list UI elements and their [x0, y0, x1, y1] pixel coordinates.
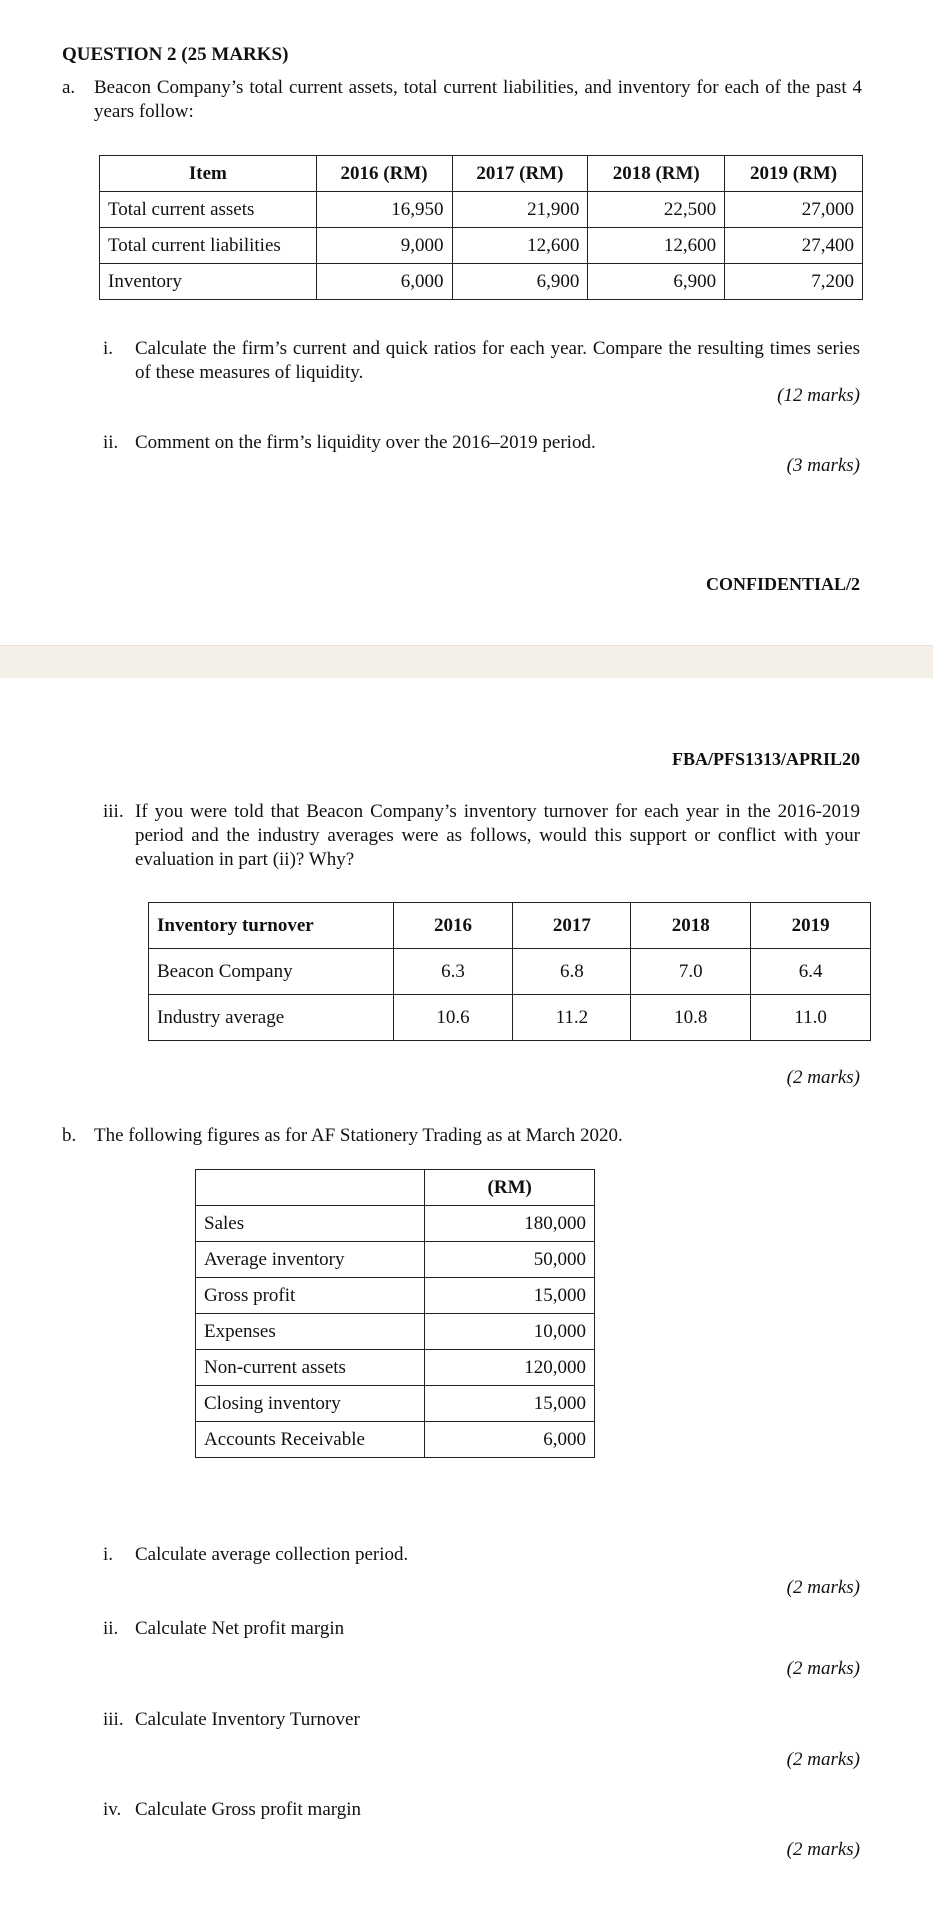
table-header: 2018: [631, 903, 751, 949]
table-cell: 7,200: [725, 264, 863, 300]
question-text: Comment on the firm’s liquidity over the 2016–2019 period.: [135, 432, 596, 453]
table-cell: Expenses: [196, 1314, 425, 1350]
table-cell: Sales: [196, 1206, 425, 1242]
page-header: FBA/PFS1313/APRIL20: [671, 749, 860, 769]
table-header: 2016 (RM): [316, 156, 452, 192]
part-a-label: a.: [62, 77, 76, 98]
table-cell: 50,000: [425, 1242, 595, 1278]
page-break: [0, 645, 933, 678]
table-cell: 10.8: [631, 995, 751, 1041]
question-label: ii.: [103, 1618, 119, 1639]
marks-b-i: (2 marks): [786, 1577, 860, 1598]
table-row: [149, 949, 871, 995]
table-cell: 27,000: [725, 192, 863, 228]
table-header: 2019 (RM): [725, 156, 863, 192]
question-b-ii: [103, 1617, 860, 1641]
marks-b-iii: (2 marks): [786, 1749, 860, 1770]
question-b-iv: [103, 1798, 860, 1822]
table-cell: Industry average: [149, 995, 394, 1041]
question-label: i.: [103, 1544, 114, 1565]
marks-b-iv: (2 marks): [786, 1839, 860, 1860]
table-row: [100, 228, 863, 264]
table-header-row: [149, 903, 871, 949]
question-text: Calculate average collection period.: [135, 1544, 409, 1565]
table-header: Item: [100, 156, 317, 192]
question-text: Calculate Net profit margin: [135, 1618, 345, 1639]
question-b-iii: [103, 1708, 860, 1732]
table-row: [196, 1278, 595, 1314]
question-label: iv.: [103, 1799, 122, 1820]
question-a-iii: [103, 800, 860, 872]
table-cell: 9,000: [316, 228, 452, 264]
part-a-intro: [62, 76, 862, 124]
part-b-intro: [62, 1124, 862, 1148]
table-cell: Total current liabilities: [100, 228, 317, 264]
question-a-i: [103, 337, 860, 385]
marks-a-ii: (3 marks): [786, 455, 860, 476]
table-cell: 6,000: [316, 264, 452, 300]
table-cell: 15,000: [425, 1278, 595, 1314]
table-row: [100, 192, 863, 228]
page-footer: CONFIDENTIAL/2: [705, 574, 860, 594]
part-b-label: b.: [62, 1125, 77, 1146]
table-row: [196, 1386, 595, 1422]
table-row: [196, 1206, 595, 1242]
table-cell: 21,900: [452, 192, 588, 228]
table-row: [196, 1350, 595, 1386]
table-cell: 16,950: [316, 192, 452, 228]
question-label: i.: [103, 338, 114, 359]
table-cell: 10.6: [393, 995, 513, 1041]
table-cell: 10,000: [425, 1314, 595, 1350]
table-cell: 7.0: [631, 949, 751, 995]
table-row: [100, 264, 863, 300]
question-label: iii.: [103, 801, 124, 822]
marks-a-iii: (2 marks): [786, 1067, 860, 1088]
table-cell: Average inventory: [196, 1242, 425, 1278]
table-header: Inventory turnover: [149, 903, 394, 949]
table-cell: 6.3: [393, 949, 513, 995]
table-header: 2017 (RM): [452, 156, 588, 192]
part-b-text: The following figures as for AF Stationery Trading as at March 2020.: [94, 1125, 623, 1146]
table-cell: 11.0: [751, 995, 871, 1041]
table-cell: 6.8: [513, 949, 631, 995]
table-cell: 12,600: [452, 228, 588, 264]
table-header: 2017: [513, 903, 631, 949]
table-cell: Inventory: [100, 264, 317, 300]
table-cell: 6,900: [588, 264, 725, 300]
question-label: ii.: [103, 432, 119, 453]
table-cell: 6.4: [751, 949, 871, 995]
table-cell: 180,000: [425, 1206, 595, 1242]
table-cell: Gross profit: [196, 1278, 425, 1314]
question-a-ii: [103, 431, 860, 455]
table-header: (RM): [425, 1170, 595, 1206]
table-row: [196, 1422, 595, 1458]
table-cell: 6,000: [425, 1422, 595, 1458]
table-header: 2018 (RM): [588, 156, 725, 192]
table-cell: Accounts Receivable: [196, 1422, 425, 1458]
question-text: Calculate Gross profit margin: [135, 1799, 362, 1820]
table-cell: 15,000: [425, 1386, 595, 1422]
table-cell: 6,900: [452, 264, 588, 300]
question-label: iii.: [103, 1709, 124, 1730]
question-text: If you were told that Beacon Company’s inventory turnover for each year in the 2016-2019 period and the industry averages were as follows, would this support or conflict with your evaluation in part (ii)? Why?: [135, 801, 860, 870]
question-b-i: [103, 1543, 860, 1567]
question-text: Calculate Inventory Turnover: [135, 1709, 360, 1730]
part-a-text: Beacon Company’s total current assets, total current liabilities, and inventory for each of the past 4 years follow:: [94, 77, 862, 122]
table-cell: 22,500: [588, 192, 725, 228]
question-text: Calculate the firm’s current and quick ratios for each year. Compare the resulting times series of these measures of liquidity.: [135, 338, 860, 383]
marks-b-ii: (2 marks): [786, 1658, 860, 1679]
table-cell: 12,600: [588, 228, 725, 264]
marks-a-i: (12 marks): [777, 385, 860, 406]
table-header-blank: [196, 1170, 425, 1206]
table-header: 2016: [393, 903, 513, 949]
current-assets-table: [99, 155, 863, 300]
inventory-turnover-table: [148, 902, 871, 1041]
table-cell: Closing inventory: [196, 1386, 425, 1422]
table-header-row: [196, 1170, 595, 1206]
table-cell: 120,000: [425, 1350, 595, 1386]
table-cell: Non-current assets: [196, 1350, 425, 1386]
table-row: [196, 1242, 595, 1278]
table-row: [149, 995, 871, 1041]
table-cell: 27,400: [725, 228, 863, 264]
af-stationery-table: [195, 1169, 595, 1458]
table-cell: 11.2: [513, 995, 631, 1041]
table-cell: Beacon Company: [149, 949, 394, 995]
question-title: QUESTION 2 (25 MARKS): [62, 44, 289, 65]
table-header-row: [100, 156, 863, 192]
table-row: [196, 1314, 595, 1350]
table-header: 2019: [751, 903, 871, 949]
table-cell: Total current assets: [100, 192, 317, 228]
